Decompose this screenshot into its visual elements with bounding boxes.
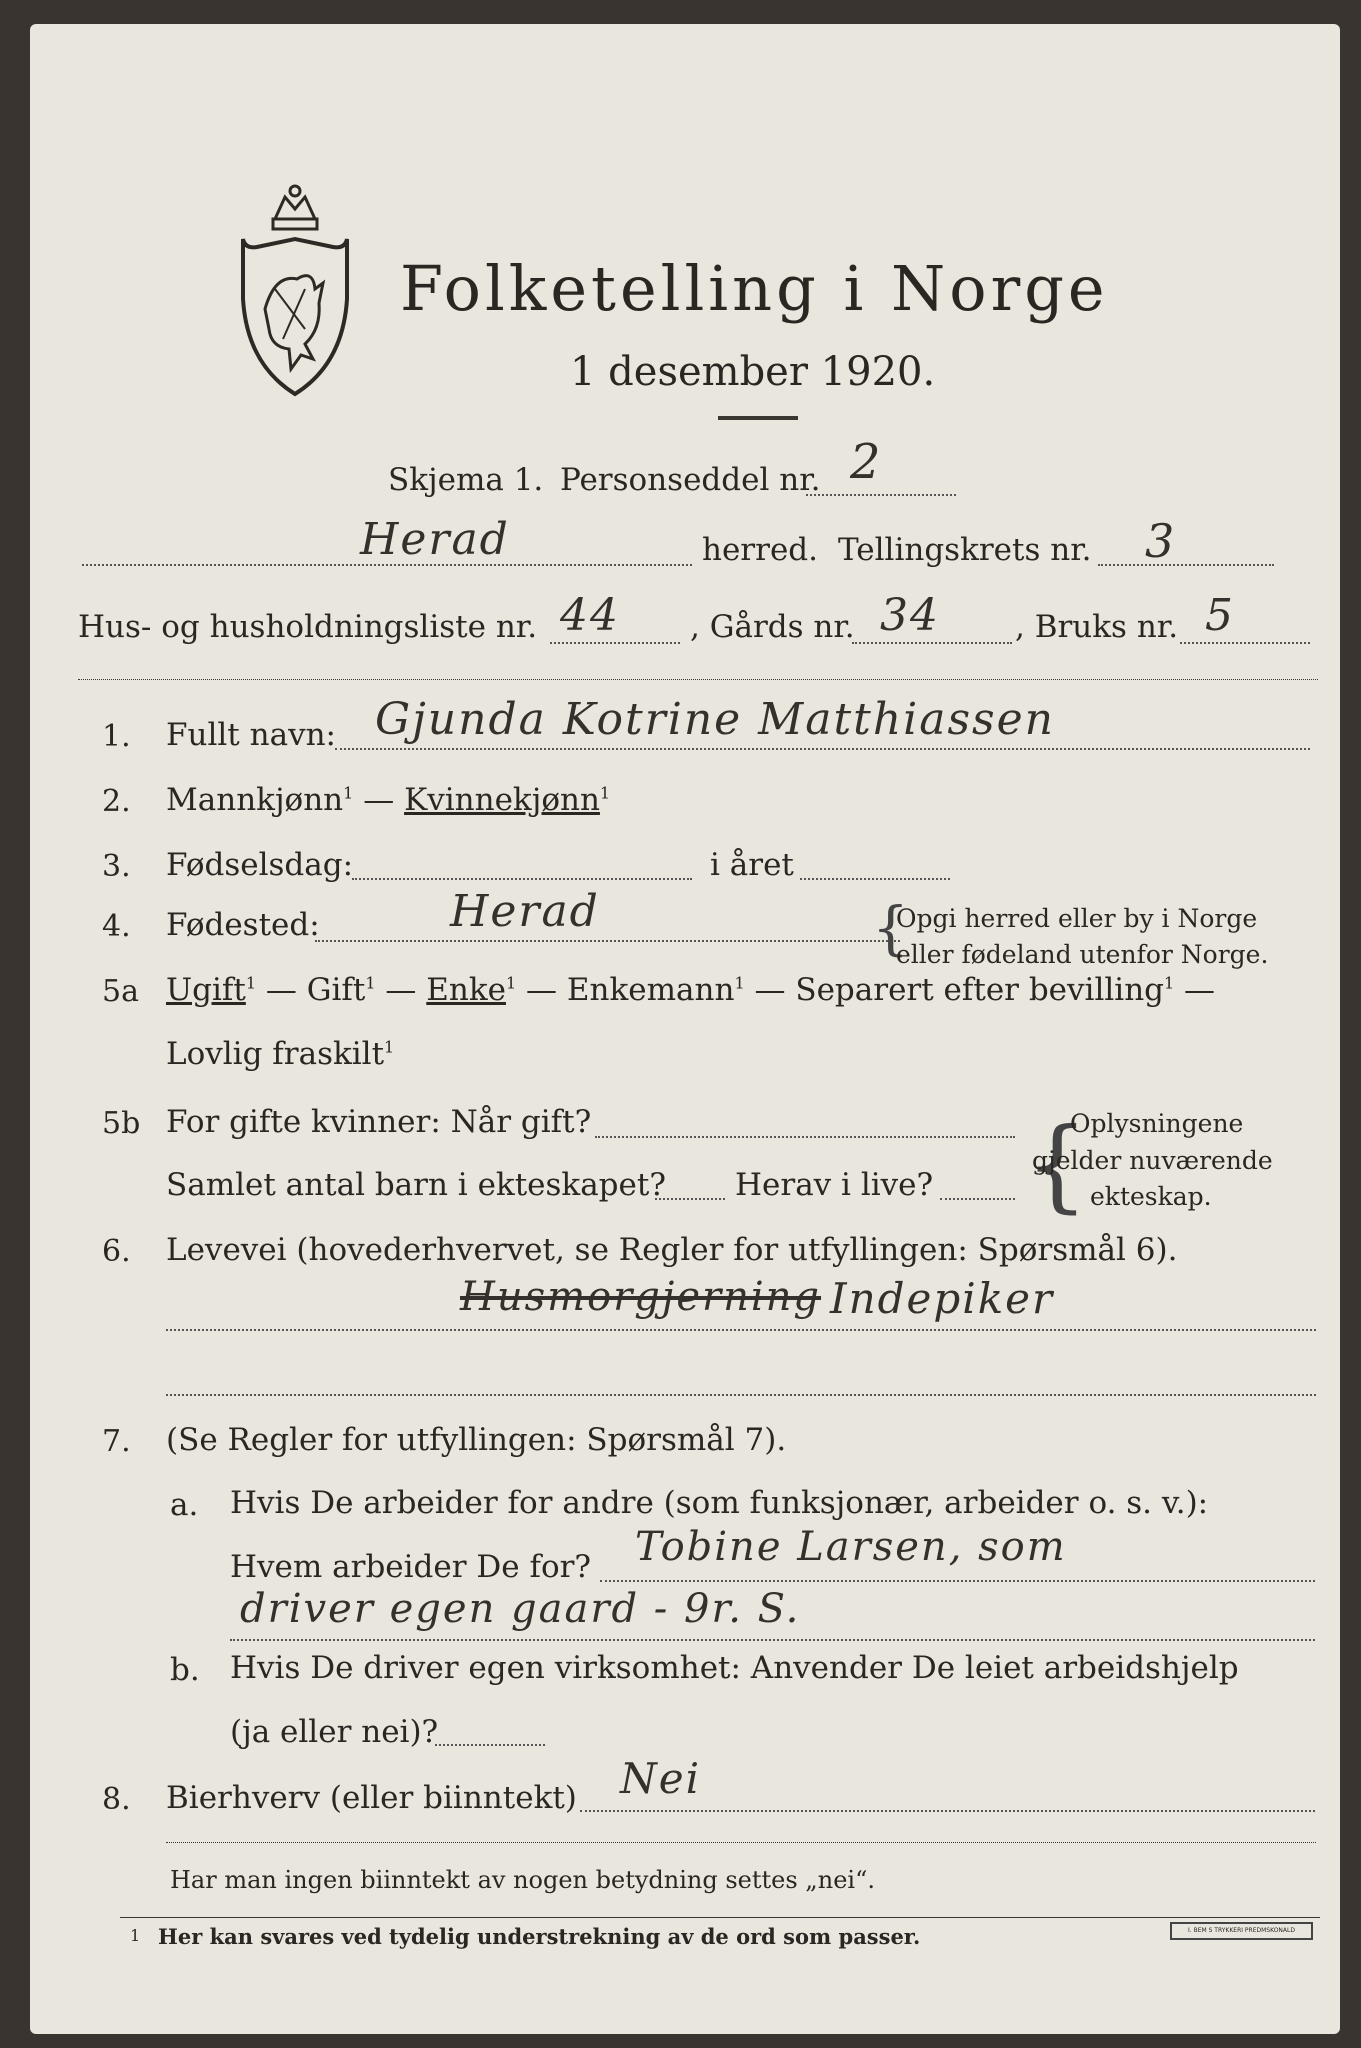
- q3-label: Fødselsdag:: [166, 847, 354, 883]
- q5b-label: For gifte kvinner: Når gift?: [166, 1104, 592, 1140]
- q6-number: 6.: [102, 1234, 131, 1269]
- q2-options: Mannkjønn$^1$ — Kvinnekjønn$^1$: [166, 782, 611, 818]
- q5b-note-line3: ekteskap.: [1090, 1182, 1212, 1211]
- q7a-letter: a.: [170, 1487, 199, 1523]
- bruks-label: , Bruks nr.: [1015, 609, 1179, 645]
- q5a-ugift-underlined: Ugift: [166, 972, 246, 1008]
- q2-separator: —: [353, 782, 405, 818]
- q6-line1: [166, 1329, 1316, 1331]
- husliste-line: [550, 642, 680, 644]
- footer-note: Har man ingen biinntekt av nogen betydning settes „nei“.: [170, 1866, 875, 1894]
- q8-value: Nei: [620, 1754, 702, 1803]
- printer-stamp: I. BEM S TRYKKERI PREDMSKONALD: [1170, 1922, 1313, 1940]
- q5b-note-line1: Oplysningene: [1070, 1109, 1244, 1138]
- q5a-fraskilt-row: Lovlig fraskilt$^1$: [166, 1036, 395, 1072]
- form-title: Folketelling i Norge: [400, 252, 1109, 325]
- q7a-label: Hvis De arbeider for andre (som funksjonær, arbeider o. s. v.):: [230, 1485, 1209, 1521]
- herred-label: herred.: [702, 532, 818, 568]
- q5b-note-line2: gjelder nuværende: [1032, 1146, 1273, 1175]
- q7b-letter: b.: [170, 1652, 200, 1688]
- skjema-label: Skjema 1.: [388, 462, 544, 498]
- q5b-line: [595, 1136, 1015, 1138]
- q5a-fraskilt: Lovlig fraskilt: [166, 1036, 385, 1072]
- q5a-enke: Enke: [426, 972, 506, 1008]
- tellingskrets-line: [1098, 564, 1274, 566]
- q5a-gift: Gift: [306, 972, 366, 1008]
- q6-struck-value: Husmorgjerning: [460, 1274, 822, 1320]
- q3-year-line: [800, 878, 950, 880]
- q7a-hvem-label: Hvem arbeider De for?: [230, 1549, 592, 1585]
- census-form-page: [30, 24, 1340, 2034]
- q4-birthplace: Herad: [450, 886, 600, 937]
- q5b-barn-label: Samlet antal barn i ekteskapet?: [166, 1167, 666, 1203]
- q4-note-line1: Opgi herred eller by i Norge: [896, 904, 1258, 933]
- q5a-number: 5a: [102, 974, 139, 1009]
- q7b-jaei-label: (ja eller nei)?: [230, 1714, 439, 1750]
- q7a-line2: [230, 1639, 1315, 1641]
- herred-value: Herad: [360, 514, 510, 565]
- footnote-text: Her kan svares ved tydelig understrekning av de ord som passer.: [158, 1924, 921, 1949]
- q4-note-line2: eller fødeland utenfor Norge.: [896, 940, 1269, 969]
- q2-kvinne-underlined: Kvinnekjønn: [404, 782, 600, 818]
- q7a-value2: driver egen gaard - 9r. S.: [240, 1586, 801, 1632]
- q5b-live-line: [940, 1198, 1015, 1200]
- personseddel-label: Personseddel nr.: [560, 462, 821, 498]
- q5b-note-brace: {: [1025, 1106, 1089, 1223]
- q5b-number: 5b: [102, 1106, 141, 1141]
- personseddel-value: 2: [850, 434, 883, 490]
- bruks-line: [1180, 642, 1310, 644]
- q4-label: Fødested:: [166, 907, 320, 943]
- q7-number: 7.: [102, 1424, 131, 1459]
- q3-number: 3.: [102, 849, 131, 884]
- gards-line: [852, 642, 1012, 644]
- footer-divider: [166, 1842, 1316, 1843]
- gards-label: , Gårds nr.: [690, 609, 855, 645]
- husliste-value: 44: [560, 590, 620, 641]
- q7b-label: Hvis De driver egen virksomhet: Anvender De leiet arbeidshjelp: [230, 1650, 1239, 1686]
- q3-line: [352, 878, 692, 880]
- q8-line: [580, 1810, 1315, 1812]
- footnote-mark: 1: [130, 1926, 141, 1945]
- q7b-line: [435, 1744, 545, 1746]
- q2-mann: Mannkjønn: [166, 782, 344, 818]
- q4-number: 4.: [102, 909, 131, 944]
- coat-of-arms-icon: [235, 179, 355, 403]
- q6-label: Levevei (hovederhvervet, se Regler for utfyllingen: Spørsmål 6).: [166, 1232, 1178, 1268]
- q1-label: Fullt navn:: [166, 717, 336, 753]
- q2-number: 2.: [102, 784, 131, 819]
- tellingskrets-value: 3: [1145, 514, 1177, 568]
- section-divider: [78, 679, 1318, 680]
- q7-label: (Se Regler for utfyllingen: Spørsmål 7).: [166, 1422, 787, 1458]
- tellingskrets-label: Tellingskrets nr.: [838, 532, 1092, 568]
- q6-value: Indepiker: [830, 1274, 1055, 1323]
- title-divider: [718, 416, 798, 420]
- husliste-label: Hus- og husholdningsliste nr.: [78, 609, 538, 645]
- q8-label: Bierhverv (eller biinntekt): [166, 1780, 577, 1816]
- q1-number: 1.: [102, 719, 131, 754]
- q7a-line1: [600, 1580, 1315, 1582]
- q6-line2: [166, 1394, 1316, 1396]
- q4-note-brace: {: [872, 894, 909, 962]
- q3-year-label: i året: [710, 847, 794, 883]
- q5b-live-label: Herav i live?: [735, 1167, 934, 1203]
- q7a-value1: Tobine Larsen, som: [635, 1524, 1067, 1570]
- footnote-rule: [120, 1917, 1320, 1918]
- q5a-options: Ugift$^1$ — Gift$^1$ — Enke$^1$ — Enkemann$^1$ — Separert efter bevilling$^1$ —: [166, 972, 1216, 1008]
- q5a-separert: Separert efter bevilling: [795, 972, 1165, 1008]
- gards-value: 34: [880, 590, 940, 641]
- q8-number: 8.: [102, 1782, 131, 1817]
- q1-full-name: Gjunda Kotrine Matthiassen: [375, 694, 1056, 745]
- q5a-enkemann: Enkemann: [566, 972, 735, 1008]
- bruks-value: 5: [1205, 590, 1235, 641]
- q4-line: [315, 940, 900, 942]
- q5b-barn-line: [655, 1198, 725, 1200]
- census-date: 1 desember 1920.: [570, 349, 936, 395]
- q1-line: [335, 748, 1310, 750]
- personseddel-line: [806, 494, 956, 496]
